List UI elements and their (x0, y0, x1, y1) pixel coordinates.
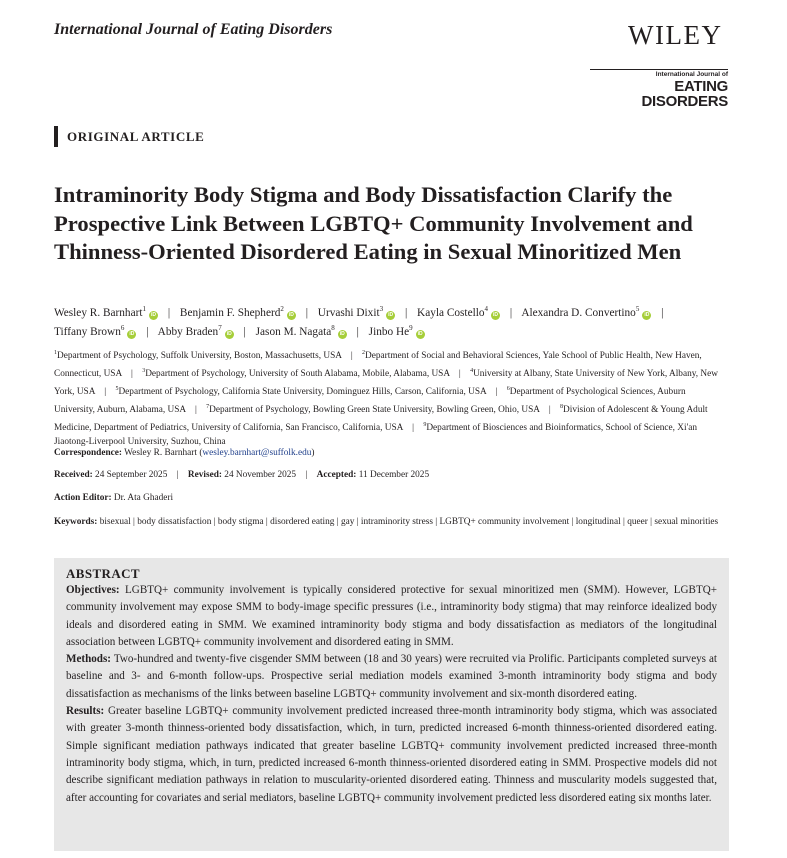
article-dates (54, 469, 429, 482)
orcid-icon[interactable]: iD (388, 311, 394, 318)
affiliation (206, 405, 539, 415)
author-name: Wesley R. Barnhart (54, 306, 143, 319)
author (157, 323, 234, 338)
affiliation-separator: | (458, 368, 461, 379)
accepted-date: 11 December 2025 (358, 470, 430, 480)
wiley-logo: WILEY (628, 20, 723, 50)
keyword-separator: | (265, 517, 268, 527)
author-separator: | (243, 325, 246, 338)
abstract-objectives (66, 582, 717, 651)
abstract-box (54, 558, 729, 851)
affiliation-text: Department of Biosciences and Bioinformatics, School of Science, Xi'an Jiaotong-Liverpool University, Suzhou, China (54, 422, 698, 448)
author-affiliation-number: 3 (379, 305, 384, 313)
affiliation-separator: | (548, 404, 551, 415)
author-affiliation-number: 1 (142, 305, 146, 313)
author-affiliation-number: 9 (409, 323, 413, 332)
affiliation-separator: | (495, 386, 498, 397)
author-name: Kayla Costello (417, 306, 485, 319)
correspondence-name: Wesley R. Barnhart (124, 448, 197, 458)
author-name: Abby Braden (157, 325, 219, 338)
author-name: Alexandra D. Convertino (521, 306, 636, 319)
received-label: Received: (54, 470, 93, 480)
affiliation (115, 387, 486, 397)
results-text: Greater baseline LGBTQ+ community involvement predicted increased three-month intraminority body stigma, which was associated with greater 3-month thinness-oriented body dissatisfaction, which, in turn, predicted increased 6-month thinness-oriented disordered eating. Simple significant mediation pathways indicated that greater baseline LGBTQ+ community involvement predicted increased three-month intraminority body stigma, which, in turn, predicted increased 6-month thinness-oriented disordered eating in SMM. Prospective models did not describe significant mediation pathways in relation to muscularity-oriented disordered eating. Thinness and muscularity models suggested that, after accounting for covariates and serial mediators, baseline LGBTQ+ community involvement predicted less disordered eating six months later. (66, 705, 717, 804)
methods-text: Two-hundred and twenty-five cisgender SMM between (18 and 30 years) were recruited via Prolific. Participants completed surveys at baseline and 3- and 6-month follow-ups. Prospective serial mediation models examined 3-month intraminority body stigma and body dissatisfaction as mechanisms of the links between baseline LGBTQ+ community involvement and six-month disordered eating. (66, 653, 718, 700)
keyword: gay (340, 517, 355, 527)
received-date: 24 September 2025 (95, 470, 168, 480)
abstract-heading: ABSTRACT (66, 566, 140, 581)
author-separator: | (404, 306, 408, 319)
abstract-methods (66, 651, 717, 703)
orcid-icon[interactable]: iD (226, 330, 232, 337)
affiliation-number: 7 (206, 403, 210, 410)
keyword-list (100, 517, 718, 527)
correspondence-label: Correspondence: (54, 448, 122, 458)
affiliation-number: 2 (362, 350, 366, 356)
author-affiliation-number: 6 (120, 323, 125, 332)
abstract-results (66, 703, 717, 807)
author-list (54, 302, 744, 340)
journal-logo-big-text: EATING DISORDERS (641, 78, 728, 110)
author-affiliation-number: 8 (331, 323, 335, 332)
objectives-text: LGBTQ+ community involvement is typically considered protective for sexual minoritized men (SMM). However, LGBTQ+ community involvement may expose SMM to body-image specific pressures (i.e., intraminority body stigma) that may reinforce idealized body ideals and disordered eating in SMM. We examined intraminority body stigma and body dissatisfaction as mediators of the longitudinal association between LGBTQ+ community involvement and disordered eating in SMM. (66, 584, 718, 648)
keyword: queer (627, 517, 648, 527)
affiliation-number: 3 (142, 367, 146, 374)
revised-date: 24 November 2025 (224, 470, 297, 480)
affiliation-number: 1 (54, 350, 57, 356)
author (180, 307, 296, 319)
journal-title: International Journal of Eating Disorders (54, 21, 333, 38)
affiliation-text: Division of Adolescent & Young Adult Medicine, Department of Pediatrics, University of California, San Francisco, California, USA (54, 404, 708, 433)
objectives-label: Objectives: (66, 584, 120, 596)
article-type-label: ORIGINAL ARTICLE (54, 126, 204, 147)
keyword-separator: | (356, 517, 359, 527)
keyword-separator: | (213, 517, 216, 527)
keyword-separator: | (571, 517, 574, 527)
author-name: Urvashi Dixit (317, 306, 380, 319)
accepted-label: Accepted: (316, 470, 357, 480)
author-name: Benjamin F. Shepherd (179, 306, 281, 319)
correspondence-email-link[interactable]: wesley.barnhart@suffolk.edu (202, 448, 312, 458)
keyword: disordered eating (270, 517, 335, 527)
affiliation-number: 8 (560, 403, 564, 410)
orcid-icon[interactable]: iD (151, 311, 156, 318)
methods-label: Methods: (66, 653, 111, 666)
affiliation-text: Department of Psychology, California State University, Dominguez Hills, Carson, California, USA (118, 386, 487, 397)
keywords-label: Keywords: (54, 517, 98, 527)
affiliation-separator: | (194, 404, 197, 415)
keyword-separator: | (336, 517, 339, 527)
author-affiliation-number: 4 (484, 305, 489, 313)
article-title: Intraminority Body Stigma and Body Dissatisfaction Clarify the Prospective Link Between LGBTQ+ Community Involvement and Thinness-Oriented Disordered Eating in Sexual Minoritized Men (54, 182, 693, 264)
action-editor-label: Action Editor: (54, 493, 112, 503)
date-separator: | (176, 470, 179, 480)
orcid-icon[interactable]: iD (493, 311, 499, 318)
keyword: LGBTQ+ community involvement (439, 517, 570, 527)
affiliation-separator: | (412, 422, 415, 433)
author-name: Jinbo He (368, 325, 410, 338)
affiliation-text: University at Albany, State University of New York, Albany, New York, USA (54, 368, 718, 397)
results-label: Results: (66, 705, 105, 718)
author-affiliation-number: 7 (218, 323, 222, 332)
keyword-separator: | (650, 517, 653, 527)
affiliation-separator: | (350, 351, 353, 362)
author-separator: | (305, 306, 308, 319)
orcid-icon[interactable]: iD (417, 330, 423, 337)
affiliation-text: Department of Psychology, Suffolk University, Boston, Massachusetts, USA (57, 351, 342, 362)
action-editor-name: Dr. Ata Ghaderi (113, 493, 174, 503)
keyword: intraminority stress (360, 517, 433, 527)
author-separator: | (146, 325, 149, 338)
author-name: Tiffany Brown (54, 325, 121, 338)
author-affiliation-number: 2 (280, 305, 284, 313)
journal-logo (590, 69, 728, 109)
keyword: sexual minorities (654, 517, 719, 527)
affiliation-number: 4 (470, 367, 474, 374)
keyword: bisexual (99, 517, 131, 527)
author-affiliation-number: 5 (635, 305, 640, 313)
keywords (54, 515, 726, 530)
affiliation-number: 6 (506, 385, 510, 392)
affiliation-number: 5 (115, 385, 119, 392)
orcid-icon[interactable]: iD (288, 311, 294, 318)
affiliation-separator: | (104, 386, 107, 397)
keyword-separator: | (435, 517, 438, 527)
keyword-separator: | (133, 517, 135, 527)
affiliation-text: Department of Psychology, University of South Alabama, Mobile, Alabama, USA (145, 368, 450, 379)
author (368, 323, 425, 338)
affiliation-text: Department of Psychological Sciences, Auburn University, Auburn, Alabama, USA (54, 386, 686, 415)
orcid-icon[interactable]: iD (129, 330, 135, 337)
author (417, 307, 500, 319)
author-separator: | (167, 306, 171, 319)
keyword-separator: | (622, 517, 625, 527)
affiliation-separator: | (131, 368, 133, 379)
revised-label: Revised: (187, 470, 222, 480)
date-separator: | (305, 470, 308, 480)
author (318, 307, 395, 319)
author-separator: | (661, 306, 664, 319)
affiliation-text: Department of Psychology, Bowling Green State University, Bowling Green, Ohio, USA (209, 404, 540, 415)
author (54, 323, 136, 338)
affiliation-text: Department of Social and Behavioral Sciences, Yale School of Public Health, New Haven, Connecticut, USA (54, 351, 702, 379)
author-separator: | (356, 325, 359, 338)
keyword: longitudinal (575, 517, 621, 527)
affiliation-number: 9 (423, 421, 427, 428)
orcid-icon[interactable]: iD (339, 330, 345, 337)
keyword: body dissatisfaction (137, 517, 212, 527)
author-name: Jason M. Nagata (255, 325, 332, 338)
author (54, 307, 158, 319)
action-editor (54, 492, 173, 505)
journal-logo-small-text: International Journal of (590, 69, 728, 79)
orcid-icon[interactable]: iD (644, 311, 650, 318)
author (255, 323, 347, 338)
author-separator: | (509, 306, 513, 319)
affiliation (142, 369, 449, 379)
keyword: body stigma (217, 517, 264, 527)
affiliation (54, 351, 342, 361)
correspondence: Correspondence: Wesley R. Barnhart (wesley.barnhart@suffolk.edu) (54, 448, 315, 458)
author (521, 307, 651, 319)
affiliations (54, 346, 726, 450)
